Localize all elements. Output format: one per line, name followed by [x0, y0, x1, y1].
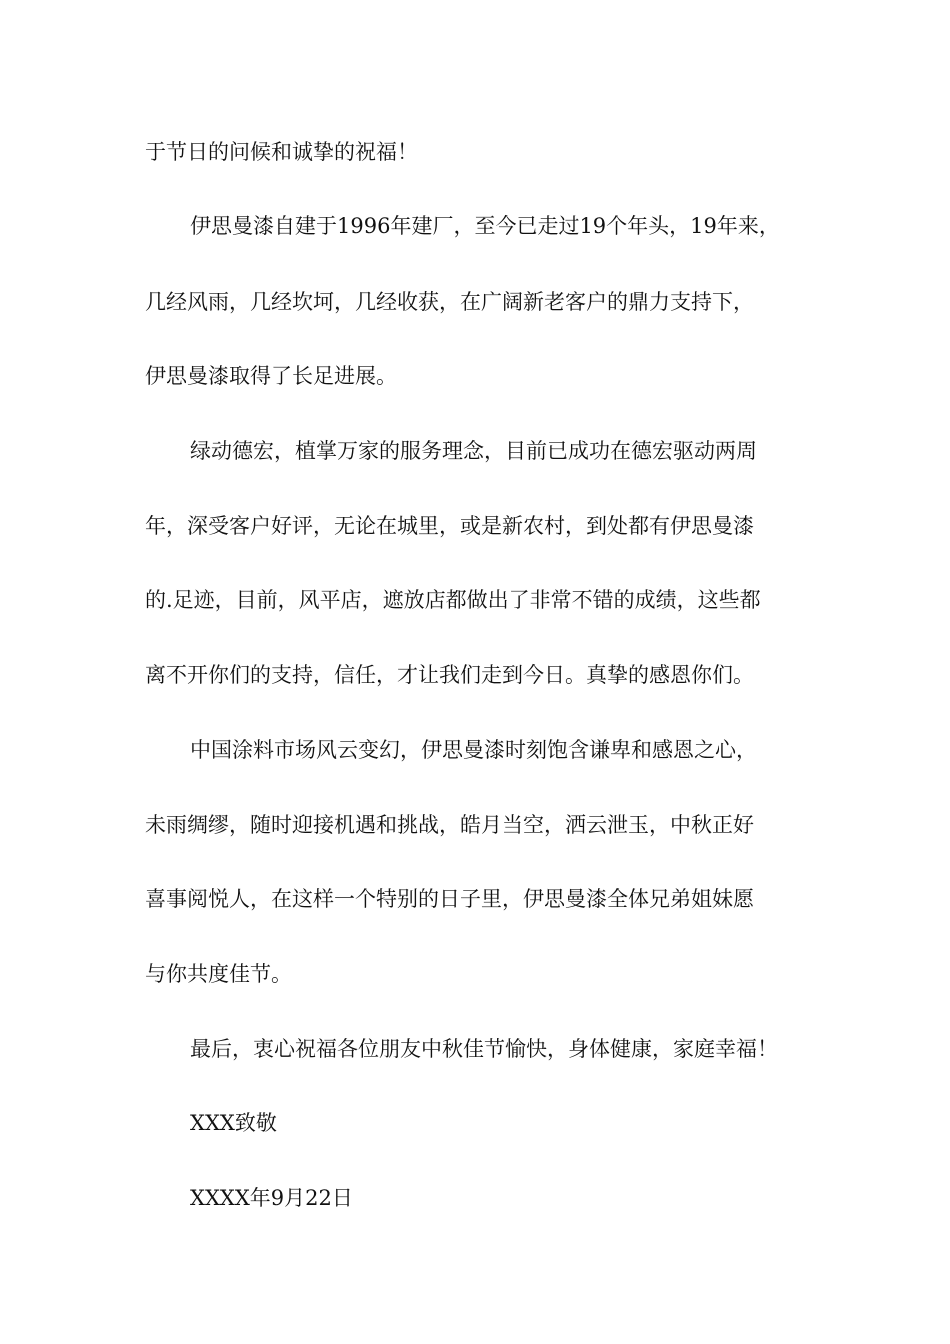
text-line: 未雨绸缪，随时迎接机遇和挑战，皓月当空，洒云泄玉，中秋正好 — [145, 813, 754, 837]
signature: XXX致敬 — [190, 1111, 277, 1135]
text-line: 与你共度佳节。 — [145, 962, 292, 986]
text-line: 的.足迹，目前，风平店，遮放店都做出了非常不错的成绩，这些都 — [145, 588, 761, 612]
text-line: 于节日的问候和诚挚的祝福！ — [145, 140, 418, 164]
text-line: 中国涂料市场风云变幻，伊思曼漆时刻饱含谦卑和感恩之心， — [190, 738, 757, 762]
text-line: 几经风雨，几经坎坷，几经收获，在广阔新老客户的鼎力支持下， — [145, 290, 754, 314]
text-line: 最后，衷心祝福各位朋友中秋佳节愉快，身体健康，家庭幸福！ — [190, 1037, 778, 1061]
text-line: 绿动德宏，植掌万家的服务理念，目前已成功在德宏驱动两周 — [190, 439, 757, 463]
date: XXXX年9月22日 — [190, 1186, 353, 1210]
text-line: 离不开你们的支持，信任，才让我们走到今日。真挚的感恩你们。 — [145, 663, 754, 687]
text-line: 伊思曼漆自建于1996年建厂，至今已走过19个年头，19年来， — [190, 214, 780, 238]
text-line: 年，深受客户好评，无论在城里，或是新农村，到处都有伊思曼漆 — [145, 514, 754, 538]
text-line: 喜事阅悦人，在这样一个特别的日子里，伊思曼漆全体兄弟姐妹愿 — [145, 887, 754, 911]
text-line: 伊思曼漆取得了长足进展。 — [145, 364, 397, 388]
